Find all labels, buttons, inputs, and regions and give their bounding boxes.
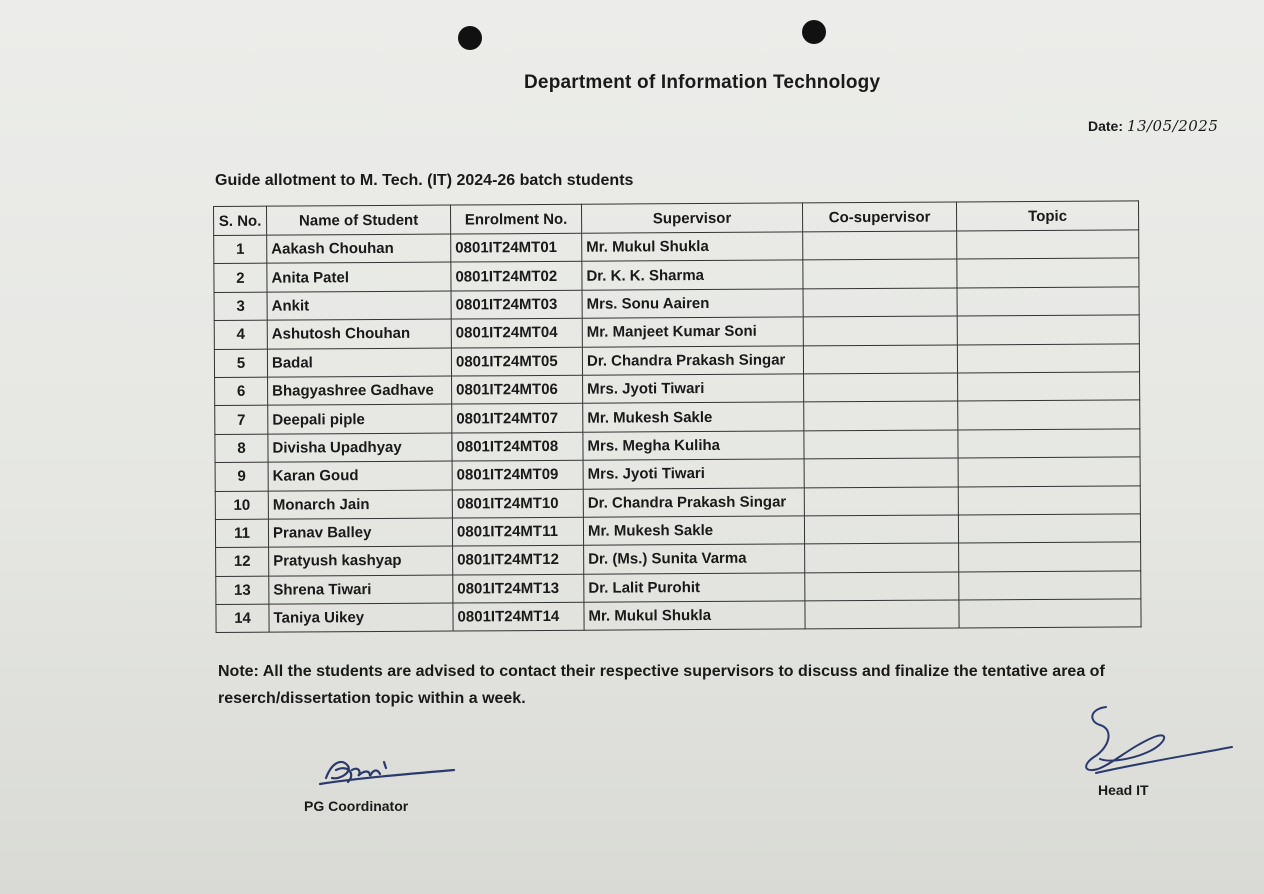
column-header: Enrolment No. bbox=[450, 204, 581, 234]
co-supervisor-cell bbox=[805, 543, 959, 572]
document-subtitle: Guide allotment to M. Tech. (IT) 2024-26 batch students bbox=[215, 172, 634, 189]
date-label: Date: bbox=[1088, 118, 1124, 134]
enrolment-number: 0801IT24MT09 bbox=[452, 460, 583, 489]
student-name: Pratyush kashyap bbox=[269, 546, 453, 576]
note-text: Note: All the students are advised to contact their respective supervisors to discuss and finalize the tentative area of reserch/dissertation topic within a week. bbox=[218, 663, 1105, 707]
column-header: Supervisor bbox=[581, 203, 802, 233]
row-serial-number: 9 bbox=[215, 462, 268, 491]
enrolment-number: 0801IT24MT04 bbox=[451, 318, 582, 347]
student-name: Monarch Jain bbox=[268, 490, 452, 520]
head-it-label: Head IT bbox=[1098, 782, 1149, 798]
student-name: Ankit bbox=[267, 291, 451, 321]
head-signature bbox=[1070, 703, 1240, 783]
topic-cell bbox=[957, 287, 1139, 317]
student-name: Anita Patel bbox=[267, 262, 451, 292]
supervisor-name: Mrs. Megha Kuliha bbox=[583, 431, 804, 461]
co-supervisor-cell bbox=[803, 288, 957, 317]
co-supervisor-cell bbox=[804, 458, 958, 487]
punch-hole bbox=[458, 26, 482, 50]
supervisor-name: Mr. Manjeet Kumar Soni bbox=[582, 317, 803, 347]
topic-cell bbox=[959, 571, 1141, 601]
topic-cell bbox=[959, 599, 1141, 629]
topic-cell bbox=[958, 429, 1140, 459]
enrolment-number: 0801IT24MT03 bbox=[451, 290, 582, 319]
student-name: Taniya Uikey bbox=[269, 603, 453, 633]
row-serial-number: 10 bbox=[215, 491, 268, 520]
enrolment-number: 0801IT24MT13 bbox=[453, 574, 584, 603]
supervisor-name: Mr. Mukul Shukla bbox=[582, 232, 803, 262]
topic-cell bbox=[958, 372, 1140, 402]
topic-cell bbox=[957, 315, 1139, 345]
student-name: Divisha Upadhyay bbox=[268, 433, 452, 463]
supervisor-name: Dr. K. K. Sharma bbox=[582, 260, 803, 290]
row-serial-number: 11 bbox=[215, 519, 268, 548]
row-serial-number: 12 bbox=[216, 547, 269, 576]
supervisor-name: Mrs. Jyoti Tiwari bbox=[583, 374, 804, 404]
student-name: Ashutosh Chouhan bbox=[267, 319, 451, 349]
topic-cell bbox=[957, 230, 1139, 260]
co-supervisor-cell bbox=[804, 373, 958, 402]
co-supervisor-cell bbox=[805, 572, 959, 601]
row-serial-number: 14 bbox=[216, 604, 269, 633]
department-title: Department of Information Technology bbox=[524, 72, 881, 93]
date-value: 13/05/2025 bbox=[1126, 117, 1219, 135]
supervisor-name: Mr. Mukul Shukla bbox=[584, 601, 805, 631]
enrolment-number: 0801IT24MT05 bbox=[451, 347, 582, 376]
co-supervisor-cell bbox=[803, 345, 957, 374]
co-supervisor-cell bbox=[804, 515, 958, 544]
enrolment-number: 0801IT24MT12 bbox=[453, 546, 584, 575]
student-name: Karan Goud bbox=[268, 461, 452, 491]
column-header: Co-supervisor bbox=[802, 202, 956, 232]
enrolment-number: 0801IT24MT14 bbox=[453, 602, 584, 631]
student-name: Deepali piple bbox=[268, 404, 452, 434]
enrolment-number: 0801IT24MT01 bbox=[451, 233, 582, 262]
column-header: S. No. bbox=[214, 206, 267, 235]
row-serial-number: 6 bbox=[215, 377, 268, 406]
enrolment-number: 0801IT24MT02 bbox=[451, 262, 582, 291]
topic-cell bbox=[959, 542, 1141, 572]
co-supervisor-cell bbox=[803, 259, 957, 288]
allotment-table bbox=[213, 200, 1142, 633]
topic-cell bbox=[958, 400, 1140, 430]
student-name: Aakash Chouhan bbox=[267, 234, 451, 264]
topic-cell bbox=[957, 343, 1139, 373]
row-serial-number: 3 bbox=[214, 292, 267, 321]
supervisor-name: Dr. Chandra Prakash Singar bbox=[582, 345, 803, 375]
enrolment-number: 0801IT24MT10 bbox=[452, 489, 583, 518]
row-serial-number: 4 bbox=[214, 320, 267, 349]
topic-cell bbox=[958, 485, 1140, 515]
row-serial-number: 13 bbox=[216, 576, 269, 605]
supervisor-name: Mrs. Jyoti Tiwari bbox=[583, 459, 804, 489]
topic-cell bbox=[958, 514, 1140, 544]
pg-coordinator-signature bbox=[318, 748, 458, 796]
co-supervisor-cell bbox=[803, 316, 957, 345]
student-name: Shrena Tiwari bbox=[269, 575, 453, 605]
enrolment-number: 0801IT24MT06 bbox=[452, 375, 583, 404]
supervisor-name: Dr. Chandra Prakash Singar bbox=[583, 487, 804, 517]
co-supervisor-cell bbox=[804, 430, 958, 459]
supervisor-name: Mr. Mukesh Sakle bbox=[583, 402, 804, 432]
enrolment-number: 0801IT24MT08 bbox=[452, 432, 583, 461]
row-serial-number: 7 bbox=[215, 406, 268, 435]
co-supervisor-cell bbox=[804, 486, 958, 515]
co-supervisor-cell bbox=[805, 600, 959, 629]
row-serial-number: 5 bbox=[214, 349, 267, 378]
student-name: Pranav Balley bbox=[268, 518, 452, 548]
topic-cell bbox=[957, 258, 1139, 288]
co-supervisor-cell bbox=[804, 401, 958, 430]
date-line bbox=[1088, 117, 1218, 135]
punch-hole bbox=[802, 20, 826, 44]
supervisor-name: Dr. Lalit Purohit bbox=[584, 573, 805, 603]
row-serial-number: 1 bbox=[214, 235, 267, 264]
column-header: Name of Student bbox=[267, 205, 451, 235]
table-row bbox=[216, 599, 1141, 633]
row-serial-number: 2 bbox=[214, 264, 267, 293]
row-serial-number: 8 bbox=[215, 434, 268, 463]
topic-cell bbox=[958, 457, 1140, 487]
enrolment-number: 0801IT24MT07 bbox=[452, 404, 583, 433]
student-name: Badal bbox=[267, 348, 451, 378]
pg-coordinator-label: PG Coordinator bbox=[304, 798, 409, 814]
supervisor-name: Mr. Mukesh Sakle bbox=[583, 516, 804, 546]
student-name: Bhagyashree Gadhave bbox=[268, 376, 452, 406]
enrolment-number: 0801IT24MT11 bbox=[452, 517, 583, 546]
supervisor-name: Dr. (Ms.) Sunita Varma bbox=[584, 544, 805, 574]
column-header: Topic bbox=[956, 201, 1138, 231]
supervisor-name: Mrs. Sonu Aairen bbox=[582, 289, 803, 319]
co-supervisor-cell bbox=[803, 231, 957, 260]
